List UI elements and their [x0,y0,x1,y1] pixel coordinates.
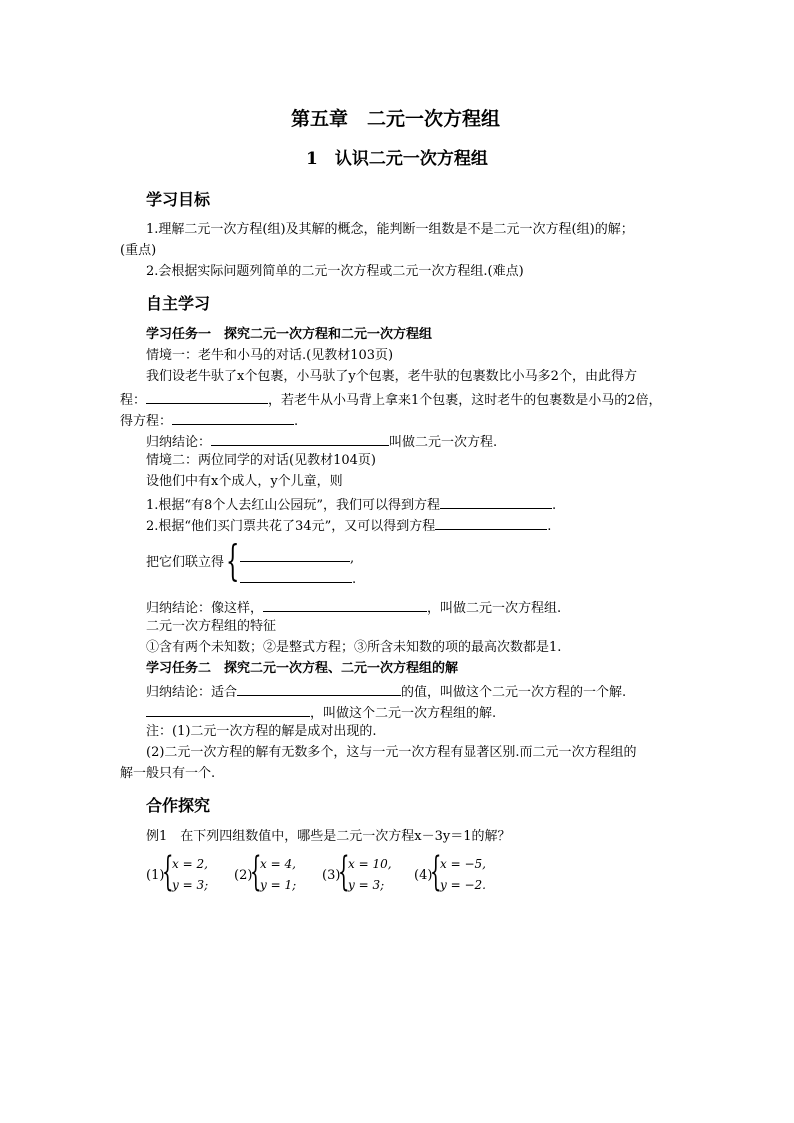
option-3-label: (3) [322,868,341,883]
answer-blank-2[interactable] [172,411,294,425]
task1-line3 [120,411,298,431]
task2-conclusion2-tail: ，叫做这个二元一次方程组的解. [310,706,497,721]
task2-note2-cont: 解一般只有一个. [120,766,216,781]
task1-line5-tail: . [551,498,557,513]
task2-title: 学习任务二 探究二元一次方程、二元一次方程组的解 [146,661,459,676]
option-4-x: x = −5, [440,857,486,871]
task2-conclusion1 [146,682,626,702]
answer-blank-3[interactable] [211,432,389,446]
section-coop-heading: 合作探究 [146,796,211,815]
task1-conclusion1-lead: 归纳结论： [146,435,212,450]
task1-line2-tail: ，若老牛从小马背上拿来1个包裹，这时老牛的包裹数是小马的2倍， [268,393,662,408]
option-2-x: x = 4, [260,857,296,871]
task2-note2: (2)二元一次方程的解有无数多个，这与一元一次方程有显著区别.而二元一次方程组的 [146,745,637,760]
left-brace-icon: { [338,849,350,895]
task1-line3-lead: 得方程： [120,414,173,429]
left-brace-icon: { [430,849,442,895]
task1-conclusion1 [146,432,497,452]
option-1-y: y = 3; [172,878,209,892]
task1-line5 [146,495,556,515]
example-1-question: 例1 在下列四组数值中，哪些是二元一次方程x－3y＝1的解？ [146,829,511,844]
option-1-label: (1) [146,868,165,883]
goal-1: 1.理解二元一次方程(组)及其解的概念，能判断一组数是不是二元一次方程(组)的解； [146,222,634,237]
task2-note1: 注：(1)二元一次方程的解是成对出现的. [146,724,377,739]
answer-blank-10[interactable] [146,703,310,717]
chapter-title: 第五章 二元一次方程组 [291,108,501,130]
task1-conclusion2-lead: 归纳结论：像这样， [146,601,264,616]
left-brace-icon: { [226,536,240,585]
answer-blank-7[interactable] [240,569,352,583]
task1-scene1: 情境一：老牛和小马的对话.(见教材103页) [146,348,394,363]
goal-2: 2.会根据实际问题列简单的二元一次方程或二元一次方程组.(难点) [146,264,524,279]
goal-1-cont: (重点) [120,243,157,258]
answer-blank-6[interactable] [240,548,350,562]
task2-conclusion1-tail: 的值，叫做这个二元一次方程的一个解. [401,685,627,700]
section-goals-heading: 学习目标 [146,190,211,209]
task1-conclusion2-tail: ，叫做二元一次方程组. [427,601,562,616]
task1-line5-lead: 1.根据“有8个人去红山公园玩”，我们可以得到方程 [146,498,440,513]
option-3-x: x = 10, [348,857,392,871]
answer-blank-9[interactable] [237,682,401,696]
left-brace-icon: { [250,849,262,895]
task2-conclusion2 [146,703,496,723]
option-4-y: y = −2. [440,878,486,892]
task2-conclusion1-lead: 归纳结论：适合 [146,685,238,700]
join-comma: , [350,551,355,566]
task1-line6-tail: . [547,519,552,534]
task1-conclusion2 [146,598,561,618]
feature-title: 二元一次方程组的特征 [146,619,277,634]
task1-line6-lead: 2.根据“他们买门票共花了34元”，又可以得到方程 [146,519,436,534]
task1-line3-tail: . [294,414,299,429]
task1-line6 [146,516,551,536]
join-dot: . [352,572,357,587]
task1-scene2: 情境二：两位同学的对话(见教材104页) [146,453,376,468]
option-2-y: y = 1; [260,878,297,892]
option-2-label: (2) [234,868,253,883]
task1-join-label: 把它们联立得 [146,555,225,570]
task1-line4: 设他们中有x个成人，y个儿童，则 [146,474,343,489]
join-row-1 [240,548,354,568]
join-row-2 [240,569,356,589]
lesson-title: 1 认识二元一次方程组 [306,149,488,169]
answer-blank-4[interactable] [440,495,552,509]
task1-conclusion1-tail: 叫做二元一次方程. [389,435,498,450]
option-4-label: (4) [414,868,433,883]
feature-list: ①含有两个未知数；②是整式方程；③所含未知数的项的最高次数都是1. [146,640,562,655]
answer-blank-1[interactable] [146,390,268,404]
left-brace-icon: { [162,849,174,895]
task1-line2 [120,390,662,410]
task1-line2-lead: 程： [120,393,147,408]
answer-blank-8[interactable] [263,598,427,612]
answer-blank-5[interactable] [435,516,547,530]
option-1-x: x = 2, [172,857,208,871]
option-3-y: y = 3; [348,878,385,892]
task1-line1: 我们设老牛驮了x个包裹，小马驮了y个包裹，老牛驮的包裹数比小马多2个，由此得方 [146,369,637,384]
section-self-study-heading: 自主学习 [146,294,211,313]
task1-title: 学习任务一 探究二元一次方程和二元一次方程组 [146,327,433,342]
